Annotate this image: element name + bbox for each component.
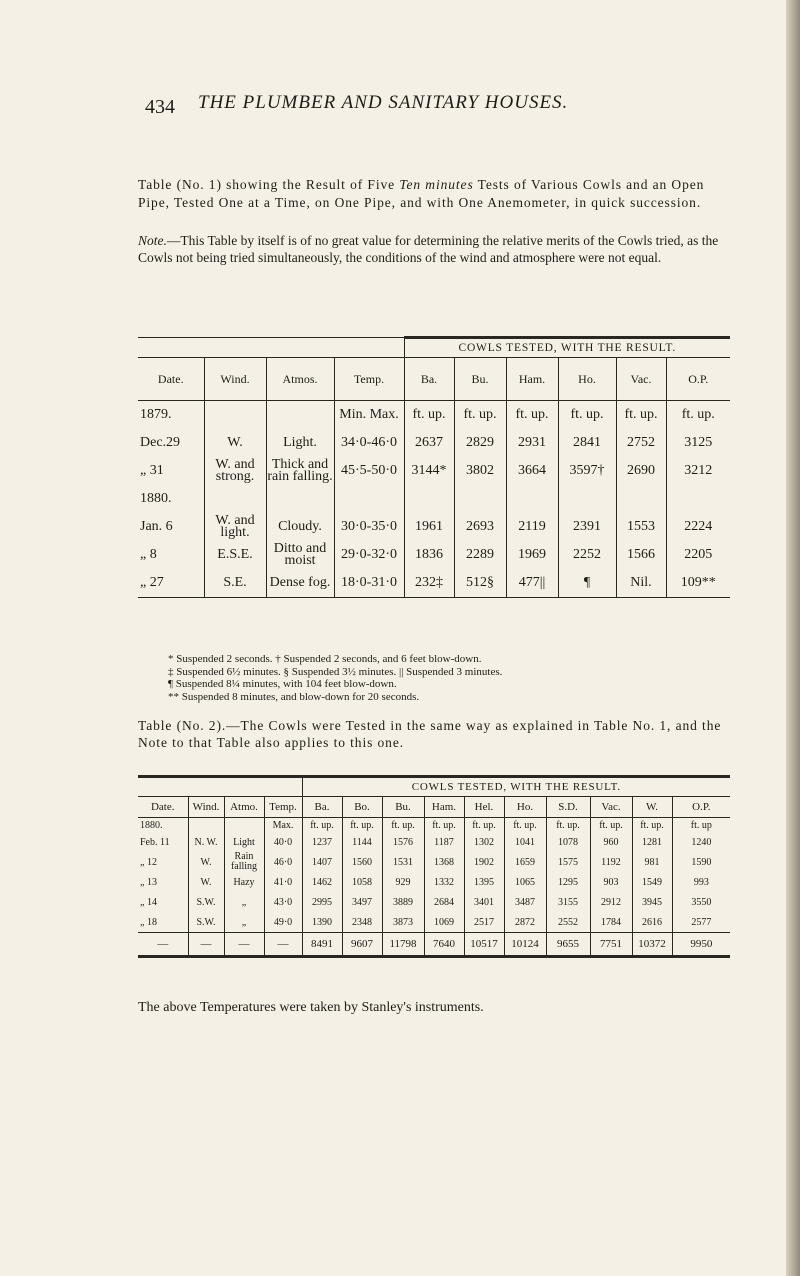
column-header-w: W. bbox=[632, 797, 672, 818]
cell-vac: 903 bbox=[590, 872, 632, 892]
cell-atmos: Thick and rain falling. bbox=[267, 457, 333, 484]
cell-ho: 2872 bbox=[504, 912, 546, 933]
cell-ba: 8491 bbox=[302, 933, 342, 957]
cell-temp: Max. bbox=[264, 818, 302, 833]
cell-hel: 2517 bbox=[464, 912, 504, 933]
cell-bu bbox=[454, 485, 506, 513]
cell-atmo: „ bbox=[224, 892, 264, 912]
cell-atmo: „ bbox=[224, 912, 264, 933]
totals-row bbox=[138, 933, 730, 957]
cell-unit: ft. up. bbox=[590, 818, 632, 833]
cell-w: 1549 bbox=[632, 872, 672, 892]
cell-ham: 3664 bbox=[506, 457, 558, 485]
cell-hel: 3401 bbox=[464, 892, 504, 912]
cell-date: 1879. bbox=[140, 407, 172, 422]
table-row bbox=[138, 892, 730, 912]
column-header-wind: Wind. bbox=[204, 358, 266, 401]
column-header-ba: Ba. bbox=[302, 797, 342, 818]
column-header-date: Date. bbox=[138, 358, 204, 401]
cell-ho bbox=[558, 485, 616, 513]
cell-bu: 2289 bbox=[454, 541, 506, 569]
cell-vac: 2690 bbox=[616, 457, 666, 485]
cell-date: „ 27 bbox=[138, 569, 204, 598]
column-header-ho: Ho. bbox=[558, 358, 616, 401]
cell-ba: 3144* bbox=[404, 457, 454, 485]
cell-hel: 1395 bbox=[464, 872, 504, 892]
cell-bu: ft. up. bbox=[454, 401, 506, 430]
cell-ho: 2391 bbox=[558, 513, 616, 541]
cell-wind: W. bbox=[188, 852, 224, 872]
cell-temp: 34·0-46·0 bbox=[334, 429, 404, 457]
cell-bu: 512§ bbox=[454, 569, 506, 598]
cell-op: ft. up. bbox=[666, 401, 730, 430]
running-head bbox=[145, 92, 705, 122]
table-2 bbox=[138, 775, 730, 958]
cell-wind: E.S.E. bbox=[204, 541, 266, 569]
table-1-band-spacer bbox=[138, 338, 404, 358]
cell-ho: 3597† bbox=[558, 457, 616, 485]
cell-sd: 1295 bbox=[546, 872, 590, 892]
unit-row bbox=[138, 818, 730, 833]
cell-vac: 1192 bbox=[590, 852, 632, 872]
cell-temp: 40·0 bbox=[264, 832, 302, 852]
cell-unit: ft. up. bbox=[464, 818, 504, 833]
cell-unit: ft. up. bbox=[342, 818, 382, 833]
cell-ham: 1368 bbox=[424, 852, 464, 872]
cell-ho: 1659 bbox=[504, 852, 546, 872]
cell-date: „ 13 bbox=[140, 876, 157, 888]
cell-ba: 2637 bbox=[404, 429, 454, 457]
cell-date: 1880. bbox=[140, 819, 163, 831]
cell-op: 2205 bbox=[666, 541, 730, 569]
cell-op bbox=[666, 485, 730, 513]
cell-vac: ft. up. bbox=[616, 401, 666, 430]
table-1-title bbox=[138, 176, 730, 212]
cell-bu: 2693 bbox=[454, 513, 506, 541]
cell-sd: 3155 bbox=[546, 892, 590, 912]
footnote: * Suspended 2 seconds. † Suspended 2 seconds, and 6 feet blow-down. bbox=[168, 653, 482, 665]
cell-op: 3125 bbox=[666, 429, 730, 457]
cell-date: — bbox=[138, 933, 188, 957]
table-row bbox=[138, 912, 730, 933]
cell-ba: 1961 bbox=[404, 513, 454, 541]
column-header-vac: Vac. bbox=[590, 797, 632, 818]
table-row bbox=[138, 457, 730, 485]
cell-wind: W. and strong. bbox=[204, 457, 266, 485]
cell-unit: ft. up. bbox=[424, 818, 464, 833]
footnote: ¶ Suspended 8¼ minutes, with 104 feet blow-down. bbox=[168, 678, 397, 690]
cell-bu: 11798 bbox=[382, 933, 424, 957]
column-header-ho: Ho. bbox=[504, 797, 546, 818]
column-header-sd: S.D. bbox=[546, 797, 590, 818]
cell-temp: 30·0-35·0 bbox=[334, 513, 404, 541]
note-label: Note. bbox=[138, 233, 167, 248]
cell-bo: 3497 bbox=[342, 892, 382, 912]
table-row bbox=[138, 541, 730, 569]
cell-vac: 1553 bbox=[616, 513, 666, 541]
cell-bu: 1576 bbox=[382, 832, 424, 852]
column-header-ham: Ham. bbox=[424, 797, 464, 818]
cell-op: 9950 bbox=[672, 933, 730, 957]
cell-ba: 1462 bbox=[302, 872, 342, 892]
cell-ho: 2252 bbox=[558, 541, 616, 569]
cell-ham: 7640 bbox=[424, 933, 464, 957]
cell-temp: 46·0 bbox=[264, 852, 302, 872]
table-1-title-italic: Ten minutes bbox=[399, 177, 474, 192]
cell-ho: 3487 bbox=[504, 892, 546, 912]
column-header-ham: Ham. bbox=[506, 358, 558, 401]
cell-ham: 2119 bbox=[506, 513, 558, 541]
cell-ho: 10124 bbox=[504, 933, 546, 957]
cell-wind: S.W. bbox=[188, 912, 224, 933]
cell-date: „ 12 bbox=[140, 856, 157, 868]
cell-temp: — bbox=[264, 933, 302, 957]
cell-temp: 18·0-31·0 bbox=[334, 569, 404, 598]
column-header-bu: Bu. bbox=[454, 358, 506, 401]
cell-date: „ 18 bbox=[140, 916, 157, 928]
cell-date: Feb. 11 bbox=[140, 836, 170, 848]
cell-bu: 929 bbox=[382, 872, 424, 892]
cell-hel: 1302 bbox=[464, 832, 504, 852]
table-2-band-header: COWLS TESTED, WITH THE RESULT. bbox=[302, 777, 730, 797]
cell-sd: 9655 bbox=[546, 933, 590, 957]
cell-w: 3945 bbox=[632, 892, 672, 912]
cell-ba: 1407 bbox=[302, 852, 342, 872]
column-header-op: O.P. bbox=[672, 797, 730, 818]
cell-bu: 2829 bbox=[454, 429, 506, 457]
cell-atmo: — bbox=[224, 933, 264, 957]
cell-bu: 3873 bbox=[382, 912, 424, 933]
cell-date: Jan. 6 bbox=[140, 519, 173, 534]
cell-wind bbox=[188, 818, 224, 833]
table-row bbox=[138, 485, 730, 513]
cell-atmo bbox=[224, 818, 264, 833]
cell-ho: 1041 bbox=[504, 832, 546, 852]
cell-atmos: Dense fog. bbox=[266, 569, 334, 598]
cell-vac bbox=[616, 485, 666, 513]
table-1-note bbox=[138, 232, 730, 266]
page-edge bbox=[786, 0, 800, 1276]
column-header-wind: Wind. bbox=[188, 797, 224, 818]
cell-w: 10372 bbox=[632, 933, 672, 957]
cell-op: 1590 bbox=[672, 852, 730, 872]
cell-ba: 232‡ bbox=[404, 569, 454, 598]
cell-sd: 1078 bbox=[546, 832, 590, 852]
cell-op: 3212 bbox=[666, 457, 730, 485]
cell-bo: 1058 bbox=[342, 872, 382, 892]
column-header-bo: Bo. bbox=[342, 797, 382, 818]
cell-temp bbox=[334, 485, 404, 513]
cell-vac: 1566 bbox=[616, 541, 666, 569]
cell-temp: 45·5-50·0 bbox=[334, 457, 404, 485]
cell-w: 2616 bbox=[632, 912, 672, 933]
cell-vac: 960 bbox=[590, 832, 632, 852]
cell-ho: 1065 bbox=[504, 872, 546, 892]
cell-bo: 1560 bbox=[342, 852, 382, 872]
cell-ba bbox=[404, 485, 454, 513]
page-number: 434 bbox=[145, 96, 175, 118]
column-header-temp: Temp. bbox=[334, 358, 404, 401]
cell-ham: 477|| bbox=[506, 569, 558, 598]
cell-date: Dec.29 bbox=[140, 435, 181, 450]
note-text: —This Table by itself is of no great value for determining the relative merits of the Cowls tried, as the Cowls not being tried simultaneously, the conditions of the wind and atmosphere were not equal. bbox=[138, 233, 719, 265]
table-row bbox=[138, 832, 730, 852]
cell-ho: 2841 bbox=[558, 429, 616, 457]
cell-atmos bbox=[266, 401, 334, 430]
cell-atmo: Light bbox=[224, 832, 264, 852]
column-header-op: O.P. bbox=[666, 358, 730, 401]
cell-sd: 1575 bbox=[546, 852, 590, 872]
table-2-band-spacer bbox=[138, 777, 302, 797]
table-1-footnotes bbox=[168, 653, 738, 703]
cell-temp: 41·0 bbox=[264, 872, 302, 892]
table-row bbox=[138, 872, 730, 892]
cell-ba: 1237 bbox=[302, 832, 342, 852]
column-header-ba: Ba. bbox=[404, 358, 454, 401]
cell-temp: Min. Max. bbox=[334, 401, 404, 430]
cell-date: „ 14 bbox=[140, 896, 157, 908]
cell-vac: 2912 bbox=[590, 892, 632, 912]
cell-ham bbox=[506, 485, 558, 513]
cell-bo: 9607 bbox=[342, 933, 382, 957]
cell-op: 1240 bbox=[672, 832, 730, 852]
cell-temp: 49·0 bbox=[264, 912, 302, 933]
cell-ham: 1069 bbox=[424, 912, 464, 933]
table-row bbox=[138, 401, 730, 430]
table-row bbox=[138, 569, 730, 598]
cell-temp: 29·0-32·0 bbox=[334, 541, 404, 569]
closing-text: The above Temperatures were taken by Stanley's instruments. bbox=[138, 1000, 484, 1015]
cell-bo: 2348 bbox=[342, 912, 382, 933]
column-header-temp: Temp. bbox=[264, 797, 302, 818]
cell-wind bbox=[204, 401, 266, 430]
cell-ho: ft. up. bbox=[558, 401, 616, 430]
cell-ham: 1332 bbox=[424, 872, 464, 892]
cell-wind: S.E. bbox=[204, 569, 266, 598]
cell-atmos bbox=[266, 485, 334, 513]
cell-unit: ft. up. bbox=[632, 818, 672, 833]
cell-bu: 3802 bbox=[454, 457, 506, 485]
cell-atmo: Hazy bbox=[224, 872, 264, 892]
cell-ham: 2931 bbox=[506, 429, 558, 457]
cell-wind: W. bbox=[188, 872, 224, 892]
cell-ham: ft. up. bbox=[506, 401, 558, 430]
cell-temp: 43·0 bbox=[264, 892, 302, 912]
column-header-atmos: Atmos. bbox=[266, 358, 334, 401]
cell-vac: 7751 bbox=[590, 933, 632, 957]
cell-hel: 10517 bbox=[464, 933, 504, 957]
column-header-hel: Hel. bbox=[464, 797, 504, 818]
running-title: THE PLUMBER AND SANITARY HOUSES. bbox=[198, 92, 569, 113]
cell-date: „ 31 bbox=[140, 463, 164, 478]
cell-op: 993 bbox=[672, 872, 730, 892]
cell-ham: 1969 bbox=[506, 541, 558, 569]
column-header-vac: Vac. bbox=[616, 358, 666, 401]
cell-unit: ft. up. bbox=[504, 818, 546, 833]
cell-atmos: Light. bbox=[266, 429, 334, 457]
cell-bo: 1144 bbox=[342, 832, 382, 852]
cell-vac: Nil. bbox=[616, 569, 666, 598]
cell-ba: 1390 bbox=[302, 912, 342, 933]
cell-wind: N. W. bbox=[188, 832, 224, 852]
cell-date: 1880. bbox=[140, 491, 172, 506]
table-1 bbox=[138, 336, 730, 598]
table-row bbox=[138, 852, 730, 872]
table-1-title-part1: Table (No. 1) showing the Result of Five bbox=[138, 177, 400, 192]
column-header-bu: Bu. bbox=[382, 797, 424, 818]
cell-ba: 2995 bbox=[302, 892, 342, 912]
cell-vac: 2752 bbox=[616, 429, 666, 457]
cell-unit: ft. up. bbox=[302, 818, 342, 833]
cell-op: 2224 bbox=[666, 513, 730, 541]
cell-hel: 1902 bbox=[464, 852, 504, 872]
cell-ba: ft. up. bbox=[404, 401, 454, 430]
cell-wind: S.W. bbox=[188, 892, 224, 912]
footnote: ** Suspended 8 minutes, and blow-down for 20 seconds. bbox=[168, 690, 420, 703]
cell-ba: 1836 bbox=[404, 541, 454, 569]
column-header-date: Date. bbox=[138, 797, 188, 818]
cell-wind: — bbox=[188, 933, 224, 957]
cell-op: 3550 bbox=[672, 892, 730, 912]
cell-w: 1281 bbox=[632, 832, 672, 852]
cell-bu: 3889 bbox=[382, 892, 424, 912]
cell-atmo: Rain falling bbox=[224, 852, 264, 872]
cell-wind: W. bbox=[204, 429, 266, 457]
table-row bbox=[138, 429, 730, 457]
cell-op: 109** bbox=[666, 569, 730, 598]
table-row bbox=[138, 513, 730, 541]
cell-wind: W. and light. bbox=[204, 513, 266, 541]
footnote: ‡ Suspended 6½ minutes. § Suspended 3½ minutes. || Suspended 3 minutes. bbox=[168, 665, 503, 678]
table-1-band-header: COWLS TESTED, WITH THE RESULT. bbox=[404, 338, 730, 358]
cell-atmos: Ditto and moist bbox=[266, 541, 334, 569]
cell-ham: 1187 bbox=[424, 832, 464, 852]
cell-w: 981 bbox=[632, 852, 672, 872]
cell-vac: 1784 bbox=[590, 912, 632, 933]
cell-unit: ft. up. bbox=[382, 818, 424, 833]
cell-unit: ft. up. bbox=[546, 818, 590, 833]
cell-atmos: Cloudy. bbox=[266, 513, 334, 541]
cell-ham: 2684 bbox=[424, 892, 464, 912]
table-2-title: Table (No. 2).—The Cowls were Tested in the same way as explained in Table No. 1, and the Note to that Table also applies to this one. bbox=[138, 718, 722, 750]
cell-op: 2577 bbox=[672, 912, 730, 933]
cell-sd: 2552 bbox=[546, 912, 590, 933]
column-header-atmo: Atmo. bbox=[224, 797, 264, 818]
cell-wind bbox=[204, 485, 266, 513]
cell-unit: ft. up bbox=[672, 818, 730, 833]
table-1-title-part2: Tests of Various Cowls and an Open Pipe, Tested One at a Time, on One Pipe, and with One Anemometer, in quick succession. bbox=[138, 177, 705, 210]
cell-ho: ¶ bbox=[558, 569, 616, 598]
cell-bu: 1531 bbox=[382, 852, 424, 872]
cell-date: „ 8 bbox=[140, 547, 157, 562]
